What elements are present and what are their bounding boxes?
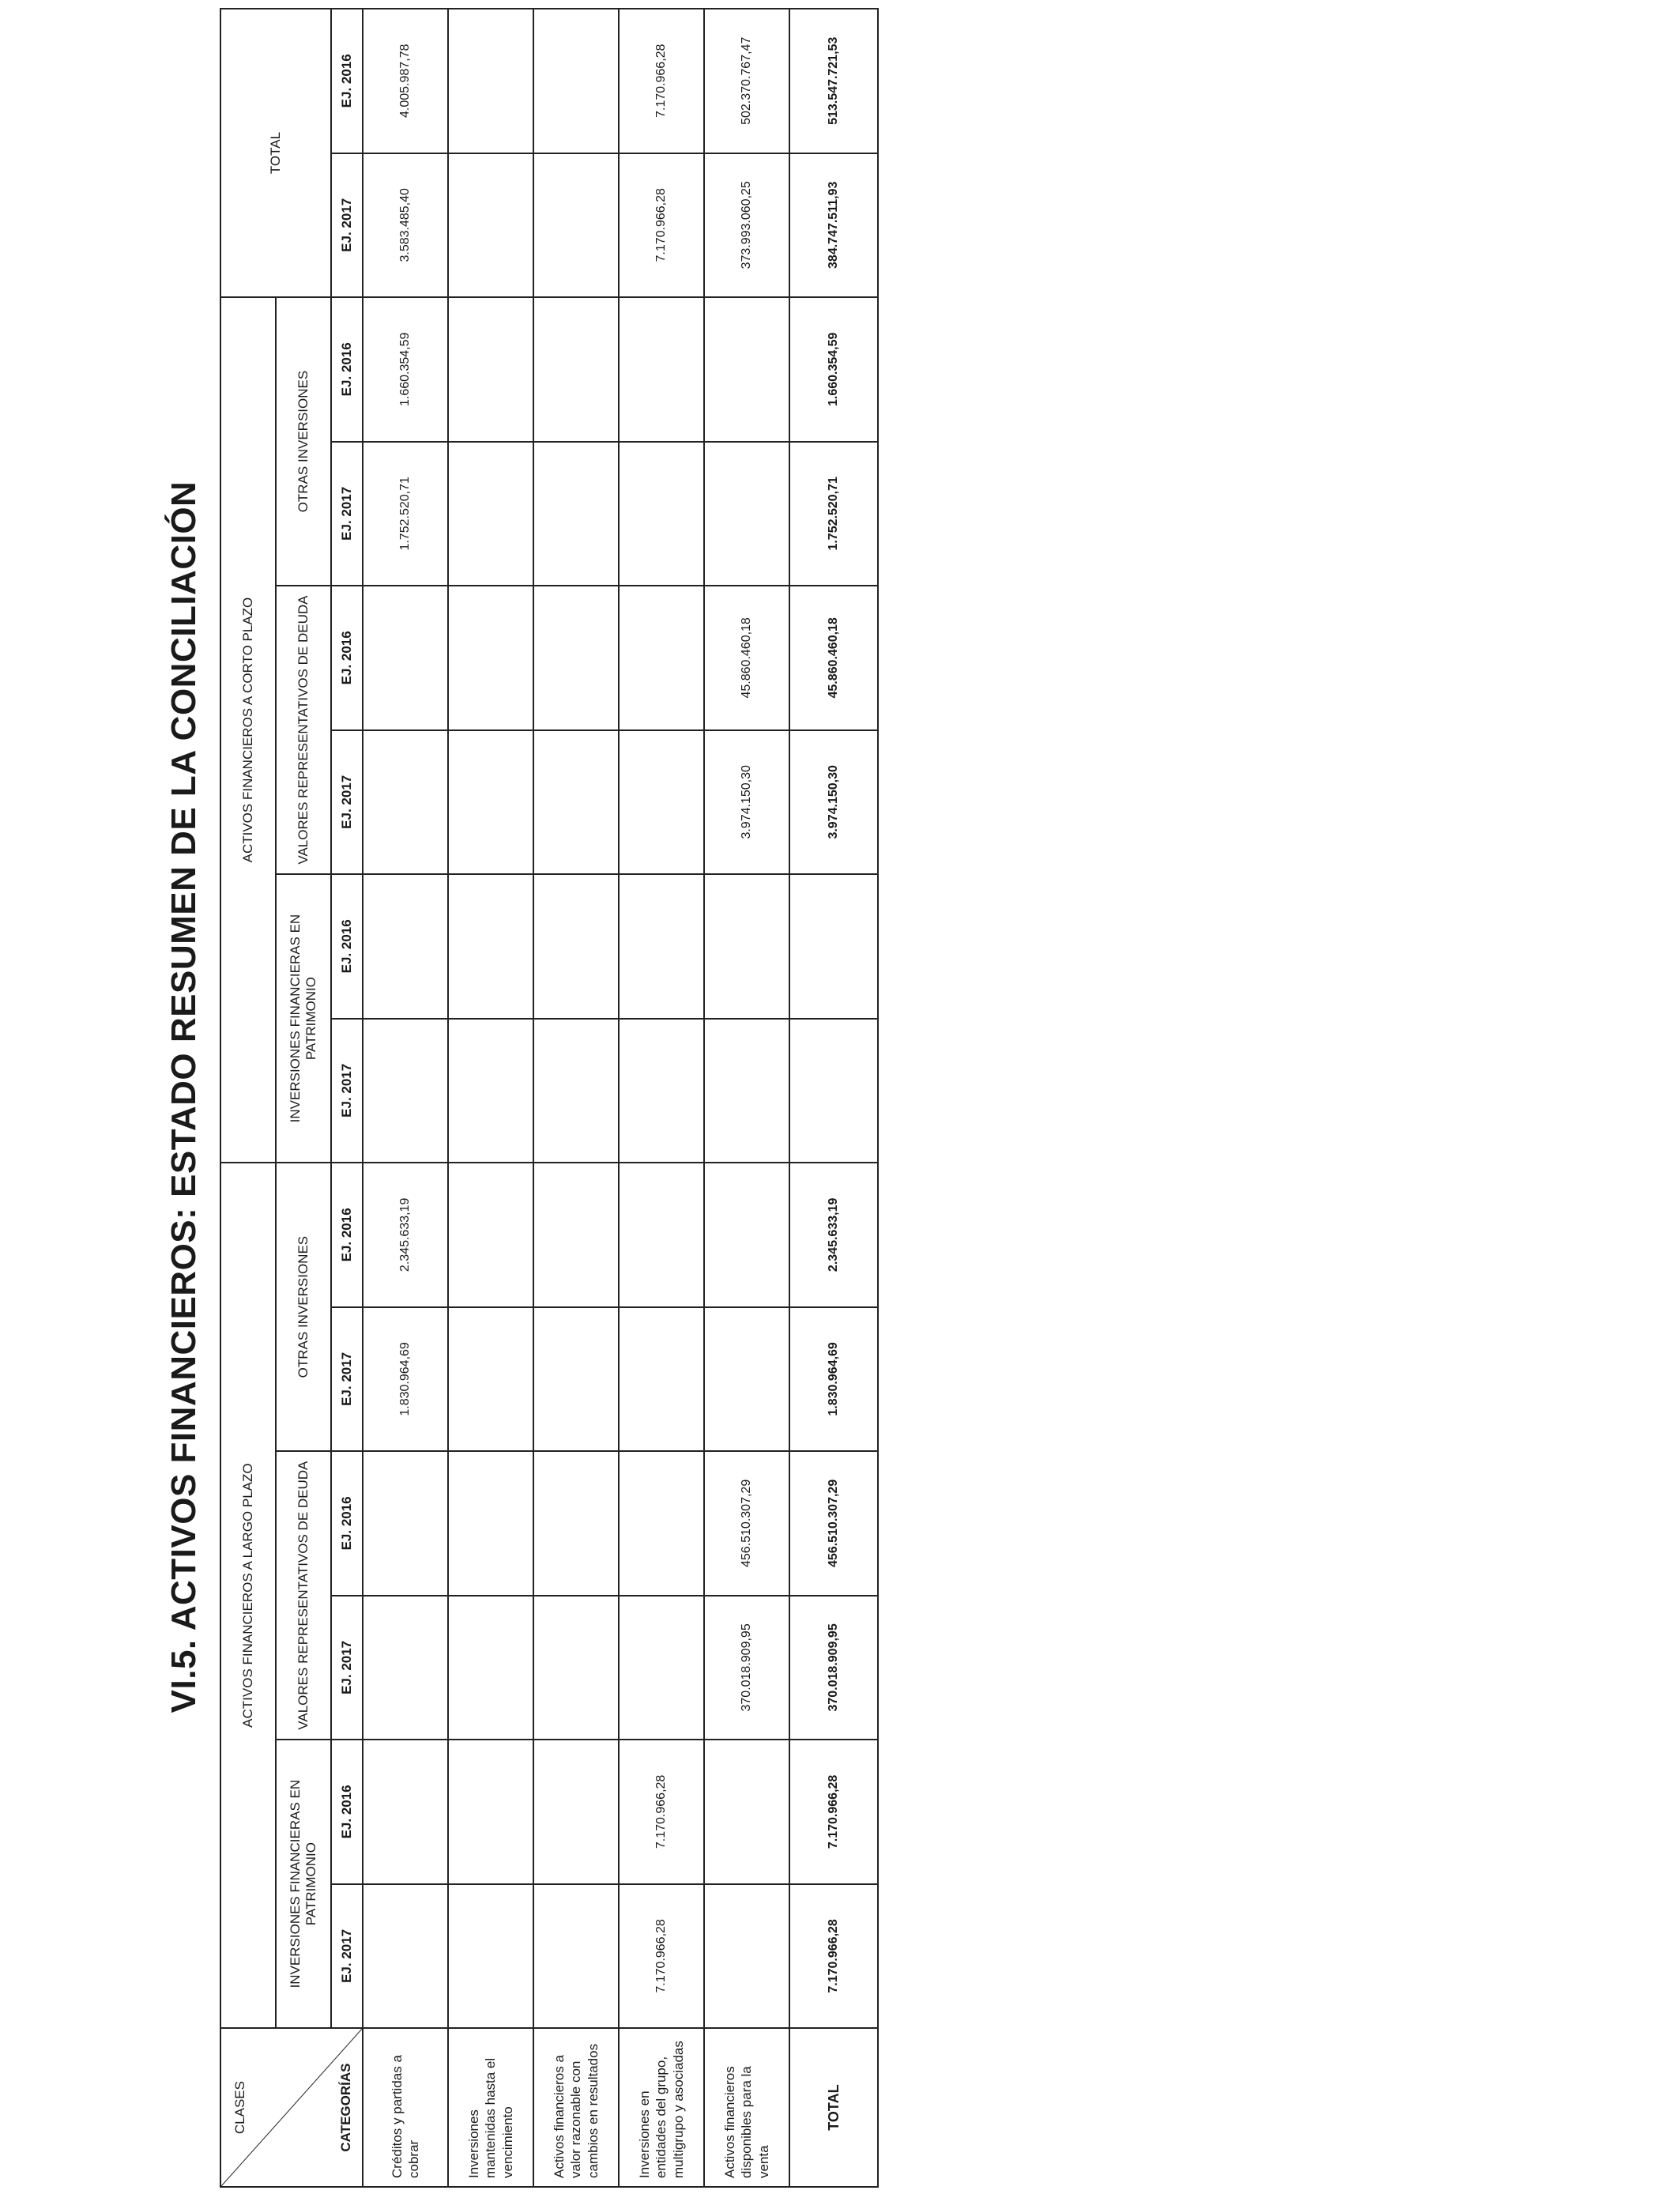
table-row: [704, 9, 789, 2187]
year-2017-header: EJ. 2017: [331, 730, 363, 875]
table-row: [533, 9, 619, 2187]
value-cell: [704, 1019, 789, 1163]
value-cell: [363, 586, 448, 730]
category-cell: Activos financieros disponibles para la venta: [704, 2028, 789, 2187]
value-cell: [533, 297, 619, 442]
value-cell: 384.747.511,93: [789, 153, 878, 298]
value-cell: 45.860.460,18: [789, 586, 878, 730]
value-cell: [533, 874, 619, 1019]
value-cell: 370.018.909,95: [704, 1596, 789, 1740]
cp-deuda-header: VALORES REPRESENTATIVOS DE DEUDA: [276, 586, 331, 874]
value-cell: [448, 1596, 533, 1740]
value-cell: 373.993.060,25: [704, 153, 789, 298]
value-cell: [363, 1740, 448, 1884]
value-cell: 456.510.307,29: [789, 1451, 878, 1596]
value-cell: 1.752.520,71: [789, 442, 878, 586]
value-cell: [448, 586, 533, 730]
year-2016-header: EJ. 2016: [331, 1163, 363, 1307]
value-cell: [619, 874, 704, 1019]
value-cell: [533, 1884, 619, 2029]
category-cell: Créditos y partidas a cobrar: [363, 2028, 448, 2187]
value-cell: [448, 153, 533, 298]
value-cell: 7.170.966,28: [619, 1884, 704, 2029]
categorias-label: CATEGORÍAS: [338, 2063, 353, 2152]
value-cell: [789, 1019, 878, 1163]
value-cell: [448, 1307, 533, 1452]
corto-plazo-header: ACTIVOS FINANCIEROS A CORTO PLAZO: [220, 297, 276, 1163]
value-cell: [533, 730, 619, 875]
value-cell: [448, 1019, 533, 1163]
year-2016-header: EJ. 2016: [331, 1451, 363, 1596]
value-cell: [363, 1596, 448, 1740]
table-row: [363, 9, 448, 2187]
value-cell: [704, 297, 789, 442]
value-cell: 1.752.520,71: [363, 442, 448, 586]
cp-patrimonio-header: INVERSIONES FINANCIERAS EN PATRIMONIO: [276, 874, 331, 1163]
total-label: TOTAL: [789, 2028, 878, 2187]
value-cell: [533, 1019, 619, 1163]
value-cell: 7.170.966,28: [619, 1740, 704, 1884]
year-2017-header: EJ. 2017: [331, 1307, 363, 1452]
category-cell: Inversiones mantenidas hasta el vencimiento: [448, 2028, 533, 2187]
year-2016-header: EJ. 2016: [331, 297, 363, 442]
value-cell: 456.510.307,29: [704, 1451, 789, 1596]
cp-otras-header: OTRAS INVERSIONES: [276, 297, 331, 586]
year-2016-header: EJ. 2016: [331, 874, 363, 1019]
value-cell: [533, 153, 619, 298]
corner-header-cell: [220, 2028, 363, 2187]
year-2016-header: EJ. 2016: [331, 1740, 363, 1884]
value-cell: [448, 442, 533, 586]
value-cell: [619, 442, 704, 586]
value-cell: [619, 586, 704, 730]
value-cell: [619, 1451, 704, 1596]
year-2017-header: EJ. 2017: [331, 153, 363, 298]
value-cell: [448, 1451, 533, 1596]
value-cell: [619, 1163, 704, 1307]
category-cell: Inversiones en entidades del grupo, multigrupo y asociadas: [619, 2028, 704, 2187]
value-cell: [448, 874, 533, 1019]
value-cell: [619, 1596, 704, 1740]
value-cell: 3.974.150,30: [789, 730, 878, 875]
value-cell: [363, 1019, 448, 1163]
value-cell: [533, 586, 619, 730]
lp-otras-header: OTRAS INVERSIONES: [276, 1163, 331, 1451]
lp-patrimonio-header: INVERSIONES FINANCIERAS EN PATRIMONIO: [276, 1740, 331, 2028]
value-cell: 2.345.633,19: [789, 1163, 878, 1307]
value-cell: 1.830.964,69: [363, 1307, 448, 1452]
value-cell: 7.170.966,28: [789, 1884, 878, 2029]
value-cell: 7.170.966,28: [619, 9, 704, 153]
value-cell: 513.547.721,53: [789, 9, 878, 153]
value-cell: [448, 1740, 533, 1884]
value-cell: [448, 9, 533, 153]
value-cell: [533, 1307, 619, 1452]
year-2017-header: EJ. 2017: [331, 442, 363, 586]
value-cell: 3.974.150,30: [704, 730, 789, 875]
value-cell: [533, 442, 619, 586]
value-cell: 7.170.966,28: [789, 1740, 878, 1884]
year-2016-header: EJ. 2016: [331, 586, 363, 730]
lp-deuda-header: VALORES REPRESENTATIVOS DE DEUDA: [276, 1451, 331, 1740]
value-cell: 4.005.987,78: [363, 9, 448, 153]
total-row: [789, 9, 878, 2187]
category-cell: Activos financieros a valor razonable con cambios en resultados: [533, 2028, 619, 2187]
value-cell: [619, 1019, 704, 1163]
value-cell: [619, 730, 704, 875]
value-cell: [363, 730, 448, 875]
value-cell: 1.660.354,59: [789, 297, 878, 442]
value-cell: [448, 1884, 533, 2029]
value-cell: [533, 9, 619, 153]
value-cell: 7.170.966,28: [619, 153, 704, 298]
value-cell: [363, 1884, 448, 2029]
value-cell: 2.345.633,19: [363, 1163, 448, 1307]
value-cell: 3.583.485,40: [363, 153, 448, 298]
page-title: VI.5. ACTIVOS FINANCIEROS: ESTADO RESUMEN DE LA CONCILIACIÓN: [164, 481, 203, 1713]
value-cell: [533, 1163, 619, 1307]
value-cell: [704, 1740, 789, 1884]
value-cell: [619, 297, 704, 442]
value-cell: 1.830.964,69: [789, 1307, 878, 1452]
year-2017-header: EJ. 2017: [331, 1884, 363, 2029]
clases-label: CLASES: [232, 2081, 247, 2135]
value-cell: [704, 1307, 789, 1452]
total-header: TOTAL: [220, 9, 331, 297]
value-cell: [704, 442, 789, 586]
value-cell: [448, 297, 533, 442]
table-row: [619, 9, 704, 2187]
value-cell: [704, 874, 789, 1019]
value-cell: [533, 1740, 619, 1884]
year-2016-header: EJ. 2016: [331, 9, 363, 153]
value-cell: [448, 730, 533, 875]
value-cell: [533, 1451, 619, 1596]
value-cell: [533, 1596, 619, 1740]
largo-plazo-header: ACTIVOS FINANCIEROS A LARGO PLAZO: [220, 1163, 276, 2028]
value-cell: [704, 1163, 789, 1307]
value-cell: [789, 874, 878, 1019]
reconciliation-table: [220, 8, 879, 2188]
value-cell: [448, 1163, 533, 1307]
value-cell: 45.860.460,18: [704, 586, 789, 730]
year-2017-header: EJ. 2017: [331, 1019, 363, 1163]
value-cell: [363, 874, 448, 1019]
value-cell: [704, 1884, 789, 2029]
value-cell: 1.660.354,59: [363, 297, 448, 442]
value-cell: 370.018.909,95: [789, 1596, 878, 1740]
value-cell: [619, 1307, 704, 1452]
value-cell: 502.370.767,47: [704, 9, 789, 153]
year-2017-header: EJ. 2017: [331, 1596, 363, 1740]
value-cell: [363, 1451, 448, 1596]
table-row: [448, 9, 533, 2187]
